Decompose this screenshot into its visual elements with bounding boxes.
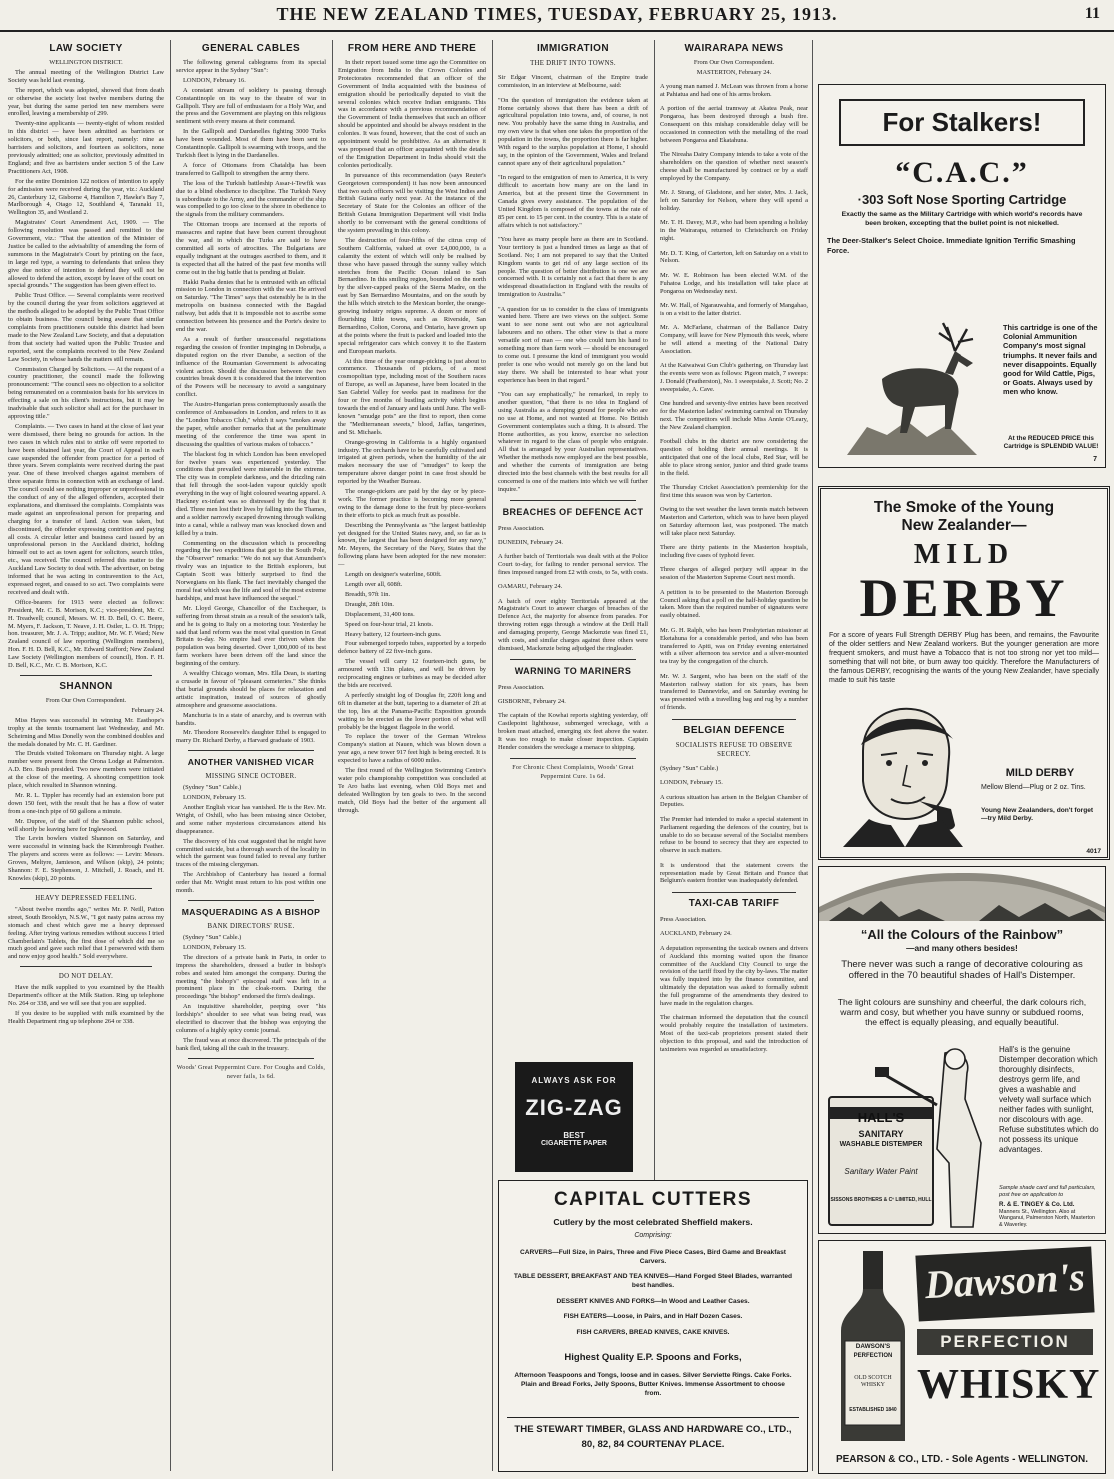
ad-dawsons-perfection: PERFECTION — [917, 1329, 1093, 1355]
ad-derby-product: MILD DERBY — [1005, 767, 1075, 779]
paragraph: Complaints. — Two cases in hand at the close of last year were dismissed, there being no grounds for action. In the two cases in which rules nisi to strike off were reported to have been obtained last year, the Court of Appeal in each case suspended the offender from practice for a period of three years. Seven complaints were received during the past year. One of these involved charges against members of three separate firms in connection with an exchange of land. The council could see nothing improper or unprofessional in the conduct of any of the alleged offenders, accepted their explanations, and dismissed the complaints. Complaints was made against an unprofessional person for preparing and charging for a transfer of land. Action was taken, but discontinued, the offender expressing contrition and paying all costs. A circular letter and business card issued by an unprofessional person in the Auckland district, holding himself out to act as town agent for solicitors, search titles, etc., was received. The council referred this matter to the Auckland Law Society to deal with. The advertiser, on being informed that he was acting in contravention to the Act, expressed regret, and ceased to so act. Two complaints were received and dealt with. — [8, 422, 164, 596]
paragraph: The following general cablegrams from its special service appear in the Sydney "Sun": — [176, 59, 326, 74]
paragraph: DUNEDIN, February 24. — [498, 538, 563, 546]
paragraph: Another English vicar has vanished. He is the Rev. Mr. Wright, of Oxhill, who has been missing since October, and some rather mysterious circumstances attend his disappearance. — [176, 804, 326, 835]
column-from-here-and-there — [338, 40, 486, 1471]
paragraph: Heavy battery, 12 fourteen-inch guns. — [345, 630, 442, 638]
paragraph: LONDON, February 15. — [183, 943, 246, 951]
paragraph: Mr. W. E. Robinson has been elected W.M. of the Fuhatoa Lodge, and his installation will take place at Pongaroa on Wednesday next. — [660, 271, 808, 295]
paragraph: Public Trust Office. — Several complaints were received by the council during the year from solicitors aggrieved at the methods alleged to be adopted by the Public Trust Office to obtain business. The council being aware that similar complaints from practitioners outside this district had been made to the New Zealand Law Society, and that a deputation from that society had waited upon the Public Trustee and reported, sent the complaints received to the New Zealand Law Society, in whose hands the matters still remain. — [8, 292, 164, 363]
paragraph: The Austro-Hungarian press contemptuously assails the conference of Ambassadors in London, and refers to it as the "London Tobacco Club," which it says "smokes away the paper, while another remarks that at the penultimate meeting of the conference the time was spent in discussing the qualities of various makes of tobacco." — [176, 401, 326, 448]
paragraph: "You can say emphatically," he remarked, in reply to another question, "that there is no idea in England of using Australia as a dumping ground for people who are no use at Home, and not wanted at Home. No British Government contemplates such a thing. It is absurd. The Home authorities, as you know, exercise no selection whatever in regard to the class of people who emigrate. All that is arranged by your Australian representatives. Whether the methods now employed are the best possible, and whether the currents of immigration are being directed into the best channels with the best results for all concerned is one of the matters into which we will further inquire." — [498, 390, 648, 493]
article-body — [176, 59, 326, 745]
ad-dawsons-label-old: OLD SCOTCH WHISKY — [854, 1375, 892, 1388]
paragraph: A curious situation has arisen in the Belgian Chamber of Deputies. — [660, 793, 808, 809]
article-date: MASTERTON, February 24. — [696, 68, 772, 76]
ad-cac-desc: Exactly the same as the Military Cartridge with which world's records have been broken, excepting that the bullet point is not nickelled. — [841, 211, 1083, 227]
ad-halls-body2: The light colours are sunshiny and cheerful, the dark colours rich, warm and cosy, but whether you have sunny or subdued rooms, the effect is equally pleasing, and equally beautiful. — [837, 997, 1087, 1027]
paragraph: Mr. A. McFarlane, chairman of the Ballance Dairy Company, will leave for New Plymouth this week, where he will attend a meeting of the National Dairy Association. — [660, 324, 808, 355]
article-date: February 24. — [131, 706, 164, 714]
article-body — [338, 59, 486, 814]
paragraph: The blackest fog in which London has been enveloped for twelve years was experienced yesterday. The conditions that prevailed were miserable in the extreme. The city was in complete darkness, and the drizzling rain that fell through the soot-laden vapour quickly spoilt everything in the way of light coloured wearing apparel. A Hackney ex-infant was so distressed by the fog that it died. Three men lost their lives by falling into the Thames, and a soldier narrowly escaped drowning through walking into a canal, while a railway man was knocked down and killed by a train. — [176, 450, 326, 537]
ad-zigzag — [515, 1062, 633, 1172]
article-body — [498, 684, 648, 752]
paragraph: Commission Charged by Solicitors. — At the request of a country practitioner, the council made the following pronouncement: "The council sees no objection to a solicitor being remunerated on a commission basis for his services in effecting a sale on his client's instructions, but it may be inadvisable that such solicitor shall act for the purchaser in approving title." — [8, 365, 164, 420]
ad-zigzag-top: ALWAYS ASK FOR — [531, 1076, 617, 1085]
ad-derby-body-text: For a score of years Full Strength DERBY Plug has been, and remains, the Favourite of the older settlers and New Zealand workers. But the younger generation are more frequent smokers, and must have a Tobacco that is not too strong nor yet too mild—something that will not bite, or burn away too quickly. Therefore the Manufacturers of the famous DERBY, recognising the wants of the young New Zealander, have specially made to suit his taste — [829, 632, 1099, 684]
paragraph: A batch of over eighty Territorials appeared at the Magistrate's Court to answer charges of breaches of the Defence Act, the majority for absence from parades. For throwing rotten eggs through a window at the Drill Hall and damaging property, George Mackenzie was fined £1, with costs, and similar charges against three others were dismissed, Mackenzie being adjudged the ringleader. — [498, 597, 648, 652]
paragraph: An inquisitive shareholder, peeping over "his lordship's" shoulder to see what was being read, was electrified to discover that the bishop was enjoying the columns of a highly spicy comic journal. — [176, 1003, 326, 1034]
article-heading: WAIRARAPA NEWS — [684, 43, 784, 54]
paragraph: Displacement, 31,400 tons. — [345, 610, 415, 618]
paragraph: Mr. D. T. King, of Carterton, left on Saturday on a visit to Nelson. — [660, 249, 808, 265]
article-heading: ANOTHER VANISHED VICAR — [187, 757, 315, 768]
column-immigration — [498, 40, 648, 1055]
ad-derby-body — [829, 631, 1099, 685]
paragraph: At this time of the year orange-picking is just about to commence. Thousands of pickers, of a most cosmopolitan type, including most of the Southern races of Europe, as well as Japanese, have been located in the San Gabriel Valley for weeks past in readiness for the four or five months of bustling activity which begins towards the end of January and lasts until June. The well-known "smudge pots" are the first to report, then come the "Mediterranean sweets," blood, Jaffas, tangerines, and St. Michaels. — [338, 357, 486, 436]
paragraph: The destruction of four-fifths of the citrus crop of Southern California, valued at over £4,000,000, is a calamity the extent of which will only be realised by those who have passed through the sunny valley which stretches from the Pacific Ocean inland to San Bernardino. In this smiling region, bounded on the north by the silver-capped peaks of the Sierra Madre, on the east by San Bernardino Mountains, and on the south by the hills which stretch to the Mexican border, the orange-growing industry reigns supreme. A dozen or more of flourishing little towns, such as Riverside, San Bernardino, Colton, Corona, and Ontario, have grown up at the points where the fruit is packed and loaded into the special refrigerator cars which convey it to the Eastern and European markets. — [338, 236, 486, 355]
paragraph: LONDON, February 15. — [660, 779, 723, 787]
ad-zigzag-best: BEST — [563, 1131, 585, 1140]
ad-dawsons-agents: PEARSON & CO., LTD. - Sole Agents - WELLINGTON. — [835, 1454, 1089, 1465]
article-body — [8, 69, 164, 670]
paragraph: The Premier had intended to make a special statement in Parliament regarding the defences of the country, but is unable to do so because several of the Socialist members refuse to be bound to secrecy that they are expected to observe in such matters. — [660, 815, 808, 855]
ad-derby-variants: Mellow Blend—Plug or 2 oz. Tins. — [981, 784, 1086, 791]
article-body — [498, 525, 648, 653]
ad-derby-line2: New Zealander— — [901, 517, 1027, 534]
paragraph: "You have as many people here as there are in Scotland. Your territory is just a hundred times as large as that of Scotland. No; I am not prepared to say that the United Kingdom wants to get rid of any large section of its people. The question of better distribution is one we are concerned with. It is certainly not a fact that there is any widespread dissatisfaction in England with the results of immigration to Australia." — [498, 235, 648, 299]
column-rule — [492, 40, 493, 1471]
article-heading: SHANNON — [59, 680, 113, 692]
paragraph: The annual meeting of the Wellington District Law Society was held last evening. — [8, 68, 164, 84]
ad-dawsons-whisky — [818, 1240, 1106, 1474]
paragraph: The orange-pickers are paid by the day or by piece-work. The former practice is becoming more general owing to the damage done to the fruit by piece-workers in their efforts to pick as much fruit as possible. — [338, 488, 486, 519]
separator — [20, 675, 152, 676]
column-rule — [812, 40, 813, 1471]
paragraph: GISBORNE, February 24. — [498, 697, 566, 705]
paragraph: FISH CARVERS, BREAD KNIVES, CAKE KNIVES. — [576, 1328, 730, 1336]
article-body — [8, 906, 164, 961]
paragraph: Manchuria is in a state of anarchy, and is overrun with bandits. — [176, 711, 326, 727]
article-body — [498, 74, 648, 493]
paragraph: Breadth, 97ft 1in. — [345, 590, 391, 598]
separator — [20, 966, 152, 967]
separator — [20, 888, 152, 889]
paragraph: AUCKLAND, February 24. — [660, 930, 732, 938]
article-body — [660, 765, 808, 885]
column-general-cables — [176, 40, 326, 1471]
paragraph: DESSERT KNIVES AND FORKS—In Wood and Leather Cases. — [556, 1297, 750, 1305]
paragraph: Mr. W. Hall, of Ngarauwahia, and formerly of Mangahao, is on a visit to the latter district. — [660, 301, 808, 317]
paragraph: The Thursday Cricket Association's premiership for the first time this season was won by Carterton. — [660, 484, 808, 499]
paragraph: (Sydney "Sun" Cable.) — [660, 764, 719, 772]
ad-dawsons-label-mid: PERFECTION — [853, 1353, 893, 1359]
paragraph: "On the question of immigration the evidence taken at Home certainly shows that there has been a drift of agricultural population into towns, and, of course, is not new. You probably have the same thing in Australia, and my own view is that when one takes the proportion of the population in the towns, the proportion there is far higher. With regard to the surplus population at Home, I should say, in the opinion of the Government, Wales and Ireland cannot spare any of their agricultural population." — [498, 96, 648, 167]
paragraph: The chairman informed the deputation that the council would probably require the installation of taximeters. Most of the taxi-cab proprietors present stated their objection to this proposal, and said the introduction of taximeters was regarded as unsatisfactory. — [660, 1014, 808, 1053]
paragraph: One hundred and seventy-five entries have been received for the Masterton ladies' swimming carnival on Thursday next. The competitors will include Miss Annie O'Leary, the New Zealand champion. — [660, 400, 808, 431]
article-body — [176, 784, 326, 895]
ad-cac-banner: For Stalkers! — [839, 99, 1085, 146]
paragraph: Mr. R. L. Tippler has recently had an extension bore put down 150 feet, with the result that he has a flow of water from a one-inch pipe of 60 gallons a minute. — [8, 791, 164, 815]
paragraph: A perfectly straight log of Douglas fir, 220ft long and 6ft in diameter at the butt, tapering to a diameter of 2ft at the top, lies at the Panama-Pacific Exposition grounds waiting to be erected as the lower portion of what will probably be the biggest flagpole in the world. — [338, 691, 486, 731]
article-heading: WARNING TO MARINERS — [514, 666, 632, 677]
advert-line: Woods' Great Peppermint Cure. For Coughs and Colds, never fails, 1s 6d. — [176, 1064, 326, 1080]
article-heading: LAW SOCIETY — [49, 43, 123, 54]
article-subheading: THE DRIFT INTO TOWNS. — [530, 60, 616, 67]
paragraph: The first round of the Wellington Swimming Centre's water polo championship competition was concluded at Te Aro baths last evening, when Old Boys met and defeated Wellington by ten goals to two. In the second match, Old Boys had the better of the argument all through. — [338, 767, 486, 814]
paragraph: To replace the tower of the German Wireless Company's station at Nauen, which was blown down a year ago, a new tower 917 feet high is being erected. It is expected to have a radius of 6000 miles. — [338, 733, 486, 765]
paragraph: The loss of the Turkish battleship Assar-i-Tewfik was due to a blind obedience to discipline. The Turkish Navy is subordinate to the Army, and the commander of the ship was compelled to go too close to the shore in obedience to the signals from the military commanders. — [176, 179, 326, 219]
page-number: 11 — [1084, 5, 1100, 22]
paragraph: Mr. Theodore Roosevelt's daughter Ethel is engaged to marry Dr. Richard Derby, a Harvard graduate of 1903. — [176, 729, 326, 745]
ad-capital-list2 — [499, 1363, 807, 1407]
paragraph: A petition is to be presented to the Masterton Borough Council asking that a poll on the half-holiday question be taken. More than the required number of signatures were easily obtained. — [660, 588, 808, 620]
ad-dawsons-brand: Dawson's — [923, 1253, 1086, 1308]
ad-halls-tin-line3: Sanitary Water Paint — [844, 1167, 918, 1176]
ad-halls-agents-addr: Manners St., Wellington. Also at Wanganui, Palmerston North, Masterton & Waverley. — [999, 1209, 1095, 1228]
paragraph: A constant stream of soldiery is passing through Constantinople on its way to the theatre of war in Gallipoli. They are full of enthusiasm for a Holy War, and the press and the Government are playing on this religious sentiment with every means at their command. — [176, 86, 326, 126]
ad-cac-brand: “C.A.C.” — [895, 156, 1029, 189]
paragraph: The report, which was adopted, showed that from death or otherwise the society lost twelve members during the year, but during the same period ten new members were enrolled, leaving a membership of 299. — [8, 86, 164, 118]
paragraph: Press Association. — [498, 683, 545, 691]
ad-cac-number: 7 — [1093, 456, 1097, 463]
article-body — [8, 717, 164, 883]
ad-derby-code: 4017 — [1086, 848, 1101, 855]
ad-capital-company: THE STEWART TIMBER, GLASS AND HARDWARE CO., LTD., — [514, 1423, 792, 1435]
paragraph: A wealthy Chicago woman, Mrs. Ella Dean, is starting a crusade in favour of "pleasant cemeteries." She thinks that burial grounds should be places for relaxation and artistic inspiration, instead of sources of ghostly atmosphere and gruesome associations. — [176, 670, 326, 709]
paragraph: "A question for us to consider is the class of immigrants wanted here. There are two views on the subject. Some want to see none sent out who are not agricultural labourers and no others. The other view is that a more versatile sort of man — one who could turn his hand to something more than farm work — should be encouraged to come out. I presume the kind of immigrant you would prefer is one who would not merely go on the land but stay there. We shall be interested to hear what your experience has been in that regard." — [498, 305, 648, 384]
paragraph: In the Gallipoli and Dardanelles fighting 3000 Turks have been wounded. Most of them have been sent to Constantinople. Gallipoli is swarming with troops, and the Turkish fleet is lying in the Dardanelles. — [176, 128, 326, 159]
article-heading: DO NOT DELAY. — [58, 973, 114, 981]
ad-capital-comprising: Comprising: — [634, 1232, 672, 1239]
paragraph: (Sydney "Sun" Cable.) — [183, 784, 242, 792]
ad-dawsons-brand-box — [915, 1246, 1094, 1321]
ad-halls-tin-line1: SANITARY — [858, 1129, 904, 1139]
ad-cac-body: This cartridge is one of the Colonial Ammunition Company's most signal triumphs. It never fails and never disappoints. Equally good for Wild Cattle, Pigs, or Goats. Always used by men who know. — [1003, 323, 1098, 397]
separator — [510, 500, 636, 501]
ad-zigzag-brand: ZIG-ZAG — [525, 1095, 623, 1120]
paragraph: Sir Edgar Vincent, chairman of the Empire trade commission, in an interview at Melbourne, said: — [498, 74, 648, 90]
ad-capital-quality: Highest Quality E.P. Spoons and Forks, — [564, 1351, 742, 1363]
paragraph: The directors of a private bank in Paris, in order to impress the shareholders, dressed a butler in bishop's robes and seated him amongst the company. During the meeting "the bishop's" episcopal staff was left in a prominent place in the cloak-room. During the proceedings "the bishop" endorsed the firm's dealings. — [176, 953, 326, 1001]
paragraph: A force of Ottomans from Chataldja has been transferred to Gallipoli to strengthen the army there. — [176, 161, 326, 177]
article-body — [8, 984, 164, 1026]
paragraph: The Druids visited Tokomaru on Thursday night. A large number were present from the Orona Lodge at Palmerston. A.D. Bro. Bush presided. Two new members were initiated at the close of the meeting. A shooting competition took place, which resulted in Shannon winning. — [8, 750, 164, 790]
ad-capital-cutters — [498, 1180, 808, 1472]
article-heading: MASQUERADING AS A BISHOP — [181, 907, 321, 917]
paragraph: LONDON, February 15. — [183, 794, 246, 802]
paragraph: The Ottoman troops are incensed at the reports of massacres and rapine that have been current throughout the war, and in which the Turks are said to have committed all sorts of atrocities. The Bulgarians are equally indignant at the outrages ascribed to them, and it is expected that all the hatred of the past few months will come out in the big battle that is pending at Bulair. — [176, 221, 326, 276]
article-heading: GENERAL CABLES — [201, 43, 301, 54]
paragraph: Mr. J. Strang, of Gladstone, and her sister, Mrs. J. Jack, left on Saturday for Nelson, where they will spend a holiday. — [660, 189, 808, 213]
ad-dawsons-whisky: WHISKY — [917, 1362, 1101, 1408]
paragraph: A portion of the aerial tramway at Akatea Peak, near Pongaroa, has been destroyed through a bush fire. Consequent on this mishap considerable delay will be occasioned in connection with the metalling of the road between Pongaroa and Ekatahuna. — [660, 105, 808, 145]
paragraph: A young man named J. McLean was thrown from a horse at Pahiatua and had one of his arms broken. — [660, 83, 808, 99]
advert-line: For Chronic Chest Complaints, Woods' Great Peppermint Cure. 1s 6d. — [512, 765, 634, 781]
paragraph: The captain of the Kowhai reports sighting yesterday, off Castlepoint lighthouse, submerged wreckage, with a broken mast attached, emerging six feet above the water. It was too rough to make closer inspection. Captain Hender considers the wreckage a menace to shipping. — [498, 712, 648, 751]
ad-halls-agents: R. & E. TINGEY & Co. Ltd. — [999, 1201, 1075, 1208]
paragraph: The Nireaha Dairy Company intends to take a vote of the shareholders on the question of whether next season's cheese shall be manufactured by contract or by a staff employed by the Company. — [660, 151, 808, 183]
paragraph: Length over all, 608ft. — [345, 581, 403, 588]
paragraph: FISH EATERS—Loose, in Pairs, and in Half Dozen Cases. — [563, 1313, 743, 1321]
article-dateline: WELLINGTON DISTRICT. — [49, 59, 123, 66]
paragraph: Commenting on the discussion which is proceeding regarding the two expeditions that got to the South Pole, the "Observer" remarks: "We do not say that Amundsen's rivalry was an injustice to the British explorers, but Captain Scott was bitterly surprised to find the Norwegians on his flank. The fact inevitably changed the moral feat which was the life and soul of the most extreme hardships, and must have influenced the sequel." — [176, 539, 326, 602]
correspondent-line: From Our Own Correspondent. — [693, 59, 775, 66]
column-rule — [332, 40, 333, 1471]
paragraph: Have the milk supplied to you examined by the Health Department's officer at the Milk Station. Ring up telephone No. 264 or 338, and we will see that you are supplied. — [8, 984, 164, 1008]
paragraph: There are thirty patients in the Masterton hospitals, including five cases of typhoid fever. — [660, 544, 808, 560]
smoker-portrait — [833, 701, 973, 847]
ad-halls-small: Sample shade card and full particulars, post free on application to — [999, 1185, 1096, 1198]
paragraph: In pursuance of this recommendation (says Reuter's Georgetown correspondent) it has now been announced that two such officers will be visiting the West Indies and British Guiana early next year. At the instance of the Secretary of State for the Colonies an officer of the British Guiana Immigration Department will visit India shortly to be conversant with the general conditions of the system prevailing in this colony. — [338, 171, 486, 235]
separator — [188, 750, 314, 751]
masthead — [0, 0, 1114, 32]
article-subheading: SOCIALISTS REFUSE TO OBSERVE SECRECY. — [675, 741, 793, 758]
paragraph: Press Association. — [498, 524, 545, 532]
ad-capital-title: CAPITAL CUTTERS — [553, 1189, 753, 1210]
ad-capital-address: 80, 82, 84 COURTENAY PLACE. — [581, 1438, 725, 1450]
ad-capital-sub: Cutlery by the most celebrated Sheffield makers. — [553, 1217, 753, 1227]
ad-cac-cartridge — [818, 84, 1106, 468]
paragraph: Mr. Dupree, of the staff of the Shannon public school, will shortly be leaving here for Inglewood. — [8, 817, 164, 833]
paragraph: Length on designer's waterline, 600ft. — [345, 571, 442, 579]
article-heading: TAXI-CAB TARIFF — [688, 897, 780, 909]
paragraph: Afternoon Teaspoons and Tongs, loose and in cases. Silver Serviette Rings. Cake Forks. Plain and Bread Forks, Jelly Spoons, Butter Knives. Immense Assortment to choose from. — [514, 1372, 792, 1398]
paragraph: Describing the Pennsylvania as "the largest battleship yet designed for the United States navy, and, so far as is known, the largest that has been designed for any navy," Mr. Meyers, the Secretary of the Navy, States that the following plans have been adopted for the new monster: — — [338, 521, 486, 569]
paragraph: Football clubs in the district are now considering the question of holding their annual meetings. It is anticipated that one of the local clubs, Red Star, will be able to place strong senior, junior and third grade teams in the field. — [660, 438, 808, 477]
paragraph: The Archbishop of Canterbury has issued a formal order that Mr. Wright must return to his post within one month. — [176, 871, 326, 895]
article-heading: HEAVY DEPRESSED FEELING. — [35, 894, 137, 902]
separator — [672, 892, 796, 893]
paragraph: Three charges of alleged perjury will appear in the session of the Masterton Supreme Court next month. — [660, 566, 808, 582]
column-law-society — [8, 40, 164, 1471]
separator — [510, 758, 636, 759]
ad-cac-product: ·303 Soft Nose Sporting Cartridge — [857, 192, 1067, 207]
paragraph: Orange-growing in California is a highly organised industry. The orchards have to be carefully cultivated and irrigated at given periods, when the humidity of the air makes necessary the use of "smudges" to keep the temperature above danger point in case frost should be reported by the Weather Bureau. — [338, 438, 486, 486]
ad-cac-footer: At the REDUCED PRICE this Cartridge is SPLENDID VALUE! — [1003, 435, 1099, 450]
article-subheading: BANK DIRECTORS' RUSE. — [207, 923, 295, 930]
ad-dawsons-established: ESTABLISHED 1840 — [849, 1407, 897, 1413]
paragraph: For the entire Dominion 122 notices of intention to apply for admission were received during the year, viz.: Auckland 26, Canterbury 12, Gisborne 4, Hamilton 7, Hawke's Bay 7, Marlborough 4, Otago 12, Southland 4, Taranaki 11, Wellington 35, and Westland 2. — [8, 177, 164, 217]
paragraph: The fraud was at once discovered. The principals of the bank fled, taking all the cash in the treasury. — [176, 1036, 326, 1052]
paragraph: A deputation representing the taxicab owners and drivers of Auckland this morning waited upon the finance committee of the Auckland City Council to urge the revision of the tariff fixed by the city by-laws. The matter was fully inquired into by the finance committee, and ultimately the deputation was asked to formally submit the full programme of the amendments they desired to have made in the regulation charges. — [660, 944, 808, 1008]
paragraph: Mr. W. J. Sargent, who has been on the staff of the Masterton railway station for six years, has been transferred to Dannevirke, and on Saturday evening he was presented with a travelling bag and rug by a number of friends. — [660, 672, 808, 712]
ad-halls-right-text: Hall's is the genuine Distemper decoration which thoroughly disinfects, destroys germ life, and gives a washable and velvety wall surface which neither fades with sunlight, nor discolours with age. Refuse substitutes which do not possess its unique advantages. — [999, 1045, 1099, 1154]
paragraph: OAMARU, February 24. — [498, 583, 563, 591]
ad-halls-tin-line2: WASHABLE DISTEMPER — [839, 1141, 923, 1148]
ad-mild-derby — [818, 486, 1110, 860]
ad-halls-body1: There never was such a range of decorative colouring as offered in the 70 beautiful shades of Hall's Distemper. — [841, 959, 1083, 981]
ad-derby-mild: MILD — [913, 539, 1015, 570]
paragraph: CARVERS—Full Size, in Pairs, Three and Five Piece Cases, Bird Game and Breakfast Carvers. — [520, 1248, 786, 1265]
article-heading: FROM HERE AND THERE — [347, 43, 477, 54]
article-body — [660, 83, 808, 712]
separator — [188, 1058, 314, 1059]
paragraph: Press Association. — [660, 916, 707, 924]
newspaper-title: THE NEW ZEALAND TIMES, TUESDAY, FEBRUARY 25, 1913. — [276, 4, 838, 24]
ad-derby-line1: The Smoke of the Young — [873, 499, 1055, 516]
paragraph: In their report issued some time ago the Committee on Emigration from India to the Crown Colonies and Protectorates recommended that an officer of the Government of India acquainted with the business of emigration should be periodically deputed to visit the several colonies which receive Indian emigrants. This was in accordance with a previous recommendation of the Government of India themselves that such an officer should be appointed and should be always resident in the colonies. It was found, however, that the cost of such an appointment would be prohibitive. As an alternative it was proposed that an officer acquainted with the details of the Emigration Department in India should visit the colonies periodically. — [338, 59, 486, 169]
ad-capital-list — [499, 1239, 807, 1346]
paragraph: Twenty-nine applicants — twenty-eight of whom resided in this district — have been admitted as barristers or solicitors, or both, since last report, namely: nine as barristers and solicitors, and fourteen as solicitors, none previously admitted; one as solicitor, previously admitted in England; and five as barristers under section 5 of the Law Practitioners Act, 1908. — [8, 120, 164, 175]
ad-derby-brand: DERBY — [859, 568, 1069, 628]
paragraph: Speed on four-hour trial, 21 knots. — [345, 620, 434, 628]
paragraph: The discovery of his coat suggested that he might have committed suicide, but a thorough search of the locality in which the garment was found failed to reveal any further traces of the missing clergyman. — [176, 837, 326, 869]
article-heading: BREACHES OF DEFENCE ACT — [502, 507, 644, 518]
paragraph: At the Kaiwaiwai Gun Club's gathering, on Thursday last the events were won as follows: Pigeon match, 7 sweeps: J. Donald (Featherston), No. 1 sweepstake, J. Scott; No. 2 sweepstake, A. Cave. — [660, 362, 808, 393]
paragraph: Mr. Lloyd George, Chancellor of the Exchequer, is suffering from throat strain as a result of the session's talk, and he is going to Italy on a motoring tour. Yesterday he said that land reform was the most vital question in Great Britain to-day. No empire had ever thriven when the population was being deserted. Over 1,000,000 of its best farm workers have been driven off the land since the beginning of the century. — [176, 604, 326, 668]
paragraph: The vessel will carry 12 fourteen-inch guns, be armoured with 13in plates, and will be driven by reciprocating engines or turbines as may be decided after the bids are received. — [338, 658, 486, 689]
article-body — [660, 916, 808, 1054]
paragraph: "In regard to the emigration of men to America, it is very difficult to ascertain how many are on the land in America, but at the present time the Government in Canada gives every assistance. The population of the United Kingdom is composed of the towns at the rate of 85 per cent. to 15 per cent. in the country. This is a state of affairs which is not satisfactory." — [498, 174, 648, 229]
separator — [672, 719, 796, 720]
column-rule — [170, 40, 171, 1471]
paragraph: If you desire to be supplied with milk examined by the Health Department ring up telephone 264 or 338. — [8, 1009, 164, 1025]
paragraph: Mr. G. H. Ralph, who has been Presbyterian missioner at Eketahuna for a considerable period, and who has been transferred to Apiti, was on Friday evening entertained with a silver afternoon tea service and a silver-mounted tea tray by the congregation of the church. — [660, 626, 808, 666]
stag-illustration — [827, 317, 997, 459]
separator — [188, 900, 314, 901]
article-subheading: MISSING SINCE OCTOBER. — [205, 773, 297, 781]
separator — [510, 659, 636, 660]
rainbow-illustration — [819, 867, 1105, 921]
ad-dawsons-label-top: DAWSON'S — [855, 1343, 891, 1350]
paragraph: Miss Hayes was successful in winning Mr. Easthope's trophy at the tennis tournament last Wednesday, and Mr. Scheirning and Miss Donelly won the combined doubles and the medals donated by Mr. C. H. Gardiner. — [8, 716, 164, 748]
paragraph: Owing to the wet weather the lawn tennis match between Masterton and Carterton, which was to have been played on Saturday afternoon last, was postponed. The match will take place next Saturday. — [660, 506, 808, 537]
paragraph: Four submerged torpedo tubes, supported by a torpedo defence battery of 22 five-inch guns. — [338, 640, 486, 656]
ad-halls-tin-brand: HALL'S — [857, 1110, 905, 1125]
ad-zigzag-product: CIGARETTE PAPER — [541, 1140, 607, 1147]
paragraph: Draught, 28ft 10in. — [345, 600, 394, 608]
article-body — [176, 934, 326, 1053]
paragraph: "About twelve months ago," writes Mr. P. Neill, Patton street, South Brooklyn, N.S.W., "I got nasty pains across my stomach and chest which gave me a heavy depressed feeling. After trying various remedies without success I tried Chamberlain's Tablets, the first dose of which did me so much good and gave such relief that I persevered with them and now enjoy good health." Sold everywhere. — [8, 905, 164, 961]
correspondent-line: From Our Own Correspondent. — [45, 696, 127, 704]
paragraph: TABLE DESSERT, BREAKFAST AND TEA KNIVES—Hand Forged Steel Blades, warranted best handles. — [513, 1273, 793, 1290]
paragraph: Mr. T. H. Davey, M.P., who had been spending a holiday in the Wairarapa, returned to Christchurch on Friday night. — [660, 219, 808, 243]
ad-derby-closing: Young New Zealanders, don't forget—try Mild Derby. — [981, 807, 1094, 823]
paragraph: Hakki Pasha denies that he is entrusted with an official mission to London in connection with the war. He arrived on Saturday. "The Times" says that ostensibly he is in the metropolis on business connected with the Bagdad railway, but adds that it is impossible not to ascribe some connection between his presence and the Porte's desire to end the war. — [176, 278, 326, 333]
paragraph: LONDON, February 16. — [183, 76, 246, 84]
paragraph: Office-bearers for 1913 were elected as follows: President, Mr. C. B. Morison, K.C.; vice-president, Mr. C. H. Treadwell; council, Messrs. W. H. D. Bell, O. C. Beere, M. Myers, F. Jackson, T. Neave, J. H. Ostler, L. O. H. Tripp; hon. treasurer, Mr. J. A. Tripp; auditor, Mr. W. F. Ward; New Zealand council of law reporting (Wellington members), Hon. F. H. D. Bell, K.C., Mr. Edward Stafford; New Zealand Law Society (Wellington members of council), Hon. F. H. D. Bell, K.C., Mr. C. B. Morison, K.C. — [8, 598, 164, 670]
ad-halls-heading: “All the Colours of the Rainbow” — [860, 927, 1064, 942]
paragraph: (Sydney "Sun" Cable.) — [183, 934, 242, 941]
ad-cac-tagline: The Deer-Stalker's Select Choice. Immediate Ignition Terrific Smashing Force. — [827, 236, 1076, 255]
column-wairarapa-news — [660, 40, 808, 1175]
paragraph: It is understood that the statement covers the representation made by Great Britain and France that Belgium's eastern frontier was inadequately defended. — [660, 861, 808, 885]
paragraph: Magistrates' Court Amendment Act, 1909. — The following resolution was passed and remitted to the Government, viz.: "That the attention of the Minister of Justice be called to the advisability of amending the form of summons in the Magistrate's Court by printing on the face, in large red type, a warning to defendants that unless they give due notice of intention to defend they will not be allowed to defend the action, except by leave of the court on special grounds." The suggestion has been given effect to. — [8, 219, 164, 290]
separator — [507, 1417, 799, 1418]
ad-halls-subheading: —and many others besides! — [906, 943, 1018, 953]
article-heading: IMMIGRATION — [537, 43, 609, 54]
ad-halls-tin-maker: SISSONS BROTHERS & Cº LIMITED, HULL — [830, 1197, 932, 1203]
ad-halls-distemper — [818, 866, 1106, 1234]
paragraph: The Levin bowlers visited Shannon on Saturday, and were successful in winning back the Kimmbrough Feather. The players and scores were as follows: — Levin: Messrs. Groves, Meltyre, Jamieson, and Wilson (skip), 24 points; Shannon: F. E. Stephenson, J. Mitchell, J. Roach, and H. Knowles (skip), 20 points. — [8, 835, 164, 882]
paragraph: As a result of further unsuccessful negotiations regarding the cession of frontier impinging in Dobrudja, a disputed region on the river Danube, a section of the influence of the Roumanian Government is advocating violent action. Should the discussion between the two countries break down it is considered that the intervention of the Powers will be necessary to avoid a sanguinary conflict. — [176, 335, 326, 399]
article-heading: BELGIAN DEFENCE — [683, 724, 785, 736]
paragraph: A further batch of Territorials was dealt with at the Police Court to-day, for failing to render personal service. The fines imposed ranged from £2 with costs, to 5s, with costs. — [498, 553, 648, 576]
